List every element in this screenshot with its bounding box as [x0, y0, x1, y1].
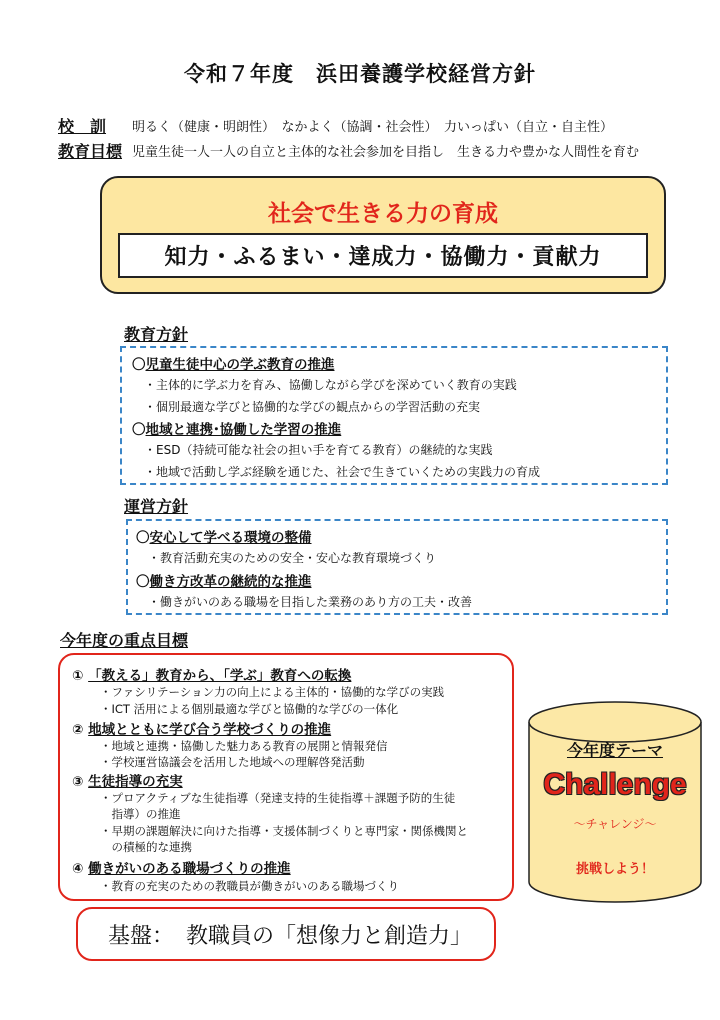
goal-text: 児童生徒一人一人の自立と主体的な社会参加を目指し 生きる力や豊かな人間性を育む: [132, 145, 640, 160]
list-item: ・早期の課題解決に向けた指導・支援体制づくりと専門家・関係機関と: [100, 824, 468, 838]
goal-number: ②: [72, 722, 84, 738]
list-item: ・働きがいのある職場を目指した業務のあり方の工夫・改善: [148, 595, 473, 609]
annual-theme-word: Challenge: [543, 768, 687, 801]
list-item: の積極的な連携: [100, 840, 192, 854]
list-item: ・学校運営協議会を活用した地域への理解啓発活動: [100, 755, 365, 769]
list-item: 指導）の推進: [100, 807, 181, 821]
goal-title: 働きがいのある職場づくりの推進: [88, 861, 291, 877]
page-title: 令和７年度 浜田養護学校経営方針: [184, 62, 536, 86]
foundation-label: 基盤：: [108, 923, 175, 949]
motto-text: 明るく（健康・明朗性） なかよく（協調・社会性） 力いっぱい（自立・自主性）: [132, 120, 614, 135]
education-policy-heading: 教育方針: [124, 325, 189, 344]
item-marker: 〇: [136, 574, 150, 590]
management-policy-heading: 運営方針: [124, 497, 189, 516]
list-item: ・教育活動充実のための安全・安心な教育環境づくり: [148, 551, 437, 565]
list-item: ・ICT 活用による個別最適な学びと協働的な学びの一体化: [100, 702, 399, 716]
education-policy-item-1: [132, 353, 335, 373]
item-title: 働き方改革の継続的な推進: [149, 574, 312, 590]
list-item: ・個別最適な学びと協働的な学びの観点からの学習活動の充実: [144, 400, 481, 414]
management-policy-item-1: [136, 526, 312, 546]
list-item: ・ファシリテーション力の向上による主体的・協働的な学びの実践: [100, 685, 445, 699]
annual-theme-call: 挑戦しよう！: [575, 862, 654, 877]
list-item: ・地域と連携・協働した魅力ある教育の展開と情報発信: [100, 739, 388, 753]
foundation-box: [76, 907, 496, 961]
goal-number: ③: [72, 774, 84, 790]
item-title: 児童生徒中心の学ぶ教育の推進: [145, 357, 335, 373]
goal-title: 地域とともに学び合う学校づくりの推進: [88, 722, 332, 738]
education-policy-item-2: [132, 418, 341, 438]
item-marker: 〇: [136, 530, 150, 546]
goal-title: 「教える」教育から、「学ぶ」教育への転換: [88, 668, 352, 684]
list-item: ・地域で活動し学ぶ経験を通じた、社会で生きていくための実践力の育成: [144, 465, 541, 479]
priority-goals-heading: 今年度の重点目標: [60, 631, 189, 650]
goal-number: ①: [72, 668, 84, 684]
list-item: ・ESD（持続可能な社会の担い手を育てる教育）の継続的な実践: [144, 443, 493, 457]
core-skills-box: [118, 233, 648, 278]
annual-theme-label: 今年度テーマ: [566, 741, 663, 760]
goal-number: ④: [72, 861, 84, 877]
priority-goal-3: [72, 770, 183, 790]
motto-label: 校 訓: [58, 117, 107, 136]
priority-goal-2: [72, 718, 331, 738]
goal-label: 教育目標: [58, 142, 123, 161]
priority-goal-4: [72, 857, 291, 877]
management-policy-item-2: [136, 570, 312, 590]
item-marker: 〇: [132, 422, 146, 438]
annual-theme-reading: ～チャレンジ～: [573, 817, 657, 831]
list-item: ・プロアクティブな生徒指導（発達支持的生徒指導＋課題予防的生徒: [100, 791, 456, 805]
core-theme-heading: 社会で生きる力の育成: [268, 201, 498, 227]
foundation-text: 教職員の「想像力と創造力」: [186, 923, 473, 949]
list-item: ・主体的に学ぶ力を育み、協働しながら学びを深めていく教育の実践: [144, 378, 517, 392]
list-item: ・教育の充実のための教職員が働きがいのある職場づくり: [100, 879, 399, 893]
item-title: 安心して学べる環境の整備: [149, 530, 312, 546]
item-title: 地域と連携･協働した学習の推進: [145, 422, 342, 438]
priority-goal-1: [72, 664, 351, 684]
goal-title: 生徒指導の充実: [88, 774, 183, 790]
core-skills-text: 知力・ふるまい・達成力・協働力・貢献力: [164, 245, 602, 270]
item-marker: 〇: [132, 357, 146, 373]
